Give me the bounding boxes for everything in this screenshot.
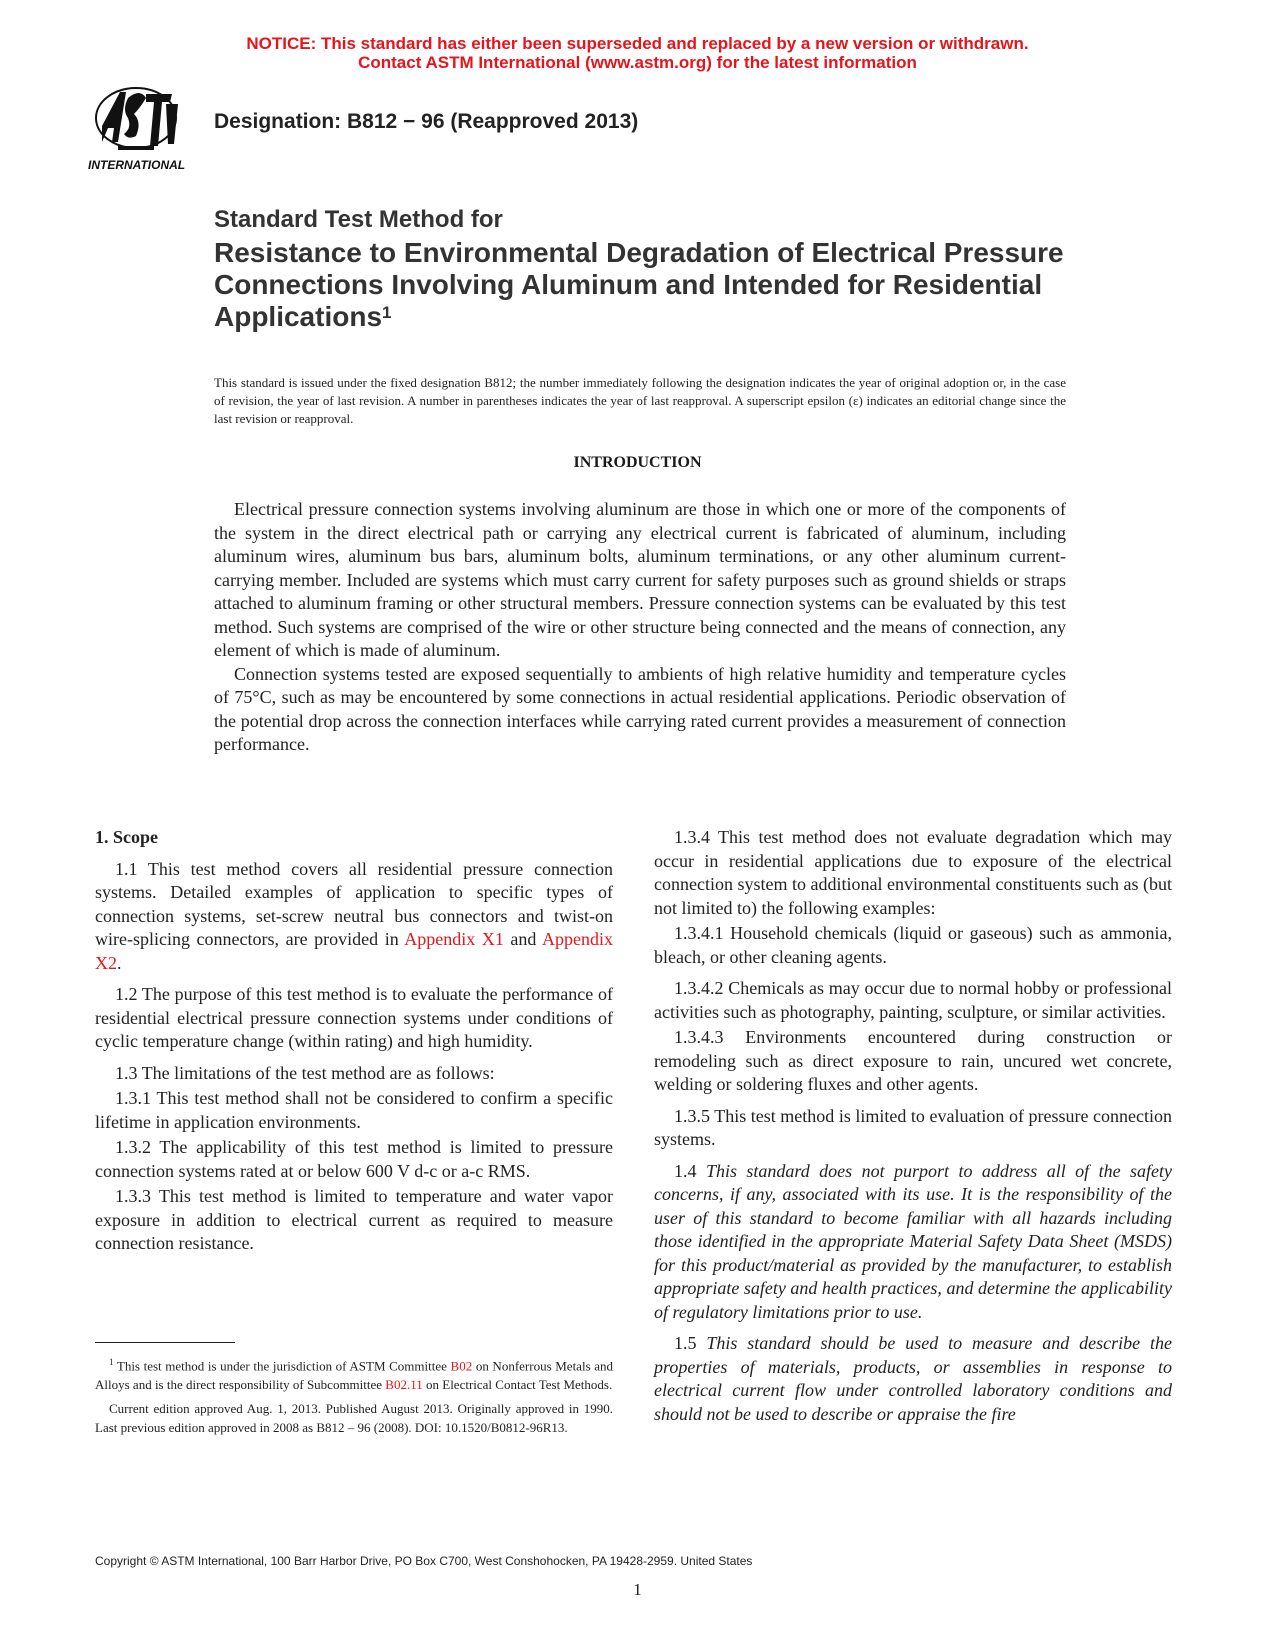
- paragraph-1-4-number: 1.4: [674, 1160, 706, 1181]
- paragraph-1-1: [95, 858, 613, 976]
- footnote-1-text-c: on Electrical Contact Test Methods.: [422, 1376, 613, 1392]
- paragraph-1-3-4: 1.3.4 This test method does not evaluate degradation which may occur in residential applications due to exposure of the electrical connection system to additional environmental constituents such as (but not limited to) the following examples:: [654, 827, 1172, 918]
- title-block: [214, 205, 1094, 333]
- introduction-heading: INTRODUCTION: [573, 454, 702, 471]
- paragraph-1-5-text: This standard should be used to measure and describe the properties of materials, products, or assemblies in response to electrical current flow under controlled laboratory conditions and should not be used to describe or appraise the fire: [654, 1333, 1173, 1424]
- footnote-1-mark: 1: [109, 1357, 114, 1367]
- paragraph-1-3-4-2: 1.3.4.2 Chemicals as may occur due to normal hobby or professional activities such as photography, painting, sculpture, or similar activities.: [654, 978, 1172, 1022]
- notice-line-2: Contact ASTM International (www.astm.org) for the latest information: [358, 53, 917, 72]
- astm-logo-icon: [88, 84, 198, 176]
- subcommittee-b02-11-link[interactable]: B02.11: [385, 1376, 423, 1392]
- footnote-1-text-a: This test method is under the jurisdiction of ASTM Committee: [113, 1358, 451, 1374]
- paragraph-1-3-4-3: 1.3.4.3 Environments encountered during construction or remodeling such as direct exposure to rain, uncured wet concrete, welding or soldering fluxes and other agents.: [654, 1027, 1172, 1094]
- title-footnote-mark: 1: [382, 303, 392, 322]
- section-heading-scope: 1. Scope: [95, 827, 158, 847]
- logo-international-text: INTERNATIONAL: [88, 158, 186, 172]
- withdrawal-notice: [0, 34, 1275, 72]
- footnote-1: [95, 1353, 613, 1394]
- appendix-x1-link[interactable]: Appendix X1: [404, 929, 504, 949]
- right-column: [654, 826, 1172, 1434]
- issuance-note: This standard is issued under the fixed designation B812; the number immediately following the designation indicates the year of original adoption or, in the case of revision, the year of last revision. A number in parentheses indicates the year of last reapproval. A superscript epsilon (ε) indicates an editorial change since the last revision or reapproval.: [214, 375, 1066, 426]
- footnote-1-text-b: on Nonferrous Metals and Alloys and is the direct responsibility of Subcommittee: [95, 1358, 614, 1392]
- introduction: [214, 498, 1066, 757]
- designation: Designation: B812 − 96 (Reapproved 2013): [214, 110, 639, 133]
- title-text: Resistance to Environmental Degradation of Electrical Pressure Connections Involving Aluminum and Intended for Residential Applications: [214, 237, 1064, 332]
- paragraph-1-3-5: 1.3.5 This test method is limited to evaluation of pressure connection systems.: [654, 1105, 1172, 1149]
- footnote-edition: Current edition approved Aug. 1, 2013. Published August 2013. Originally approved in 1990. Last previous edition approved in 2008 as B812 – 96 (2008). DOI: 10.1520/B0812-96R13.: [95, 1401, 613, 1435]
- committee-b02-link[interactable]: B02: [450, 1358, 473, 1374]
- paragraph-1-4-text: This standard does not purport to address all of the safety concerns, if any, associated with its use. It is the responsibility of the user of this standard to become familiar with all hazards including those identified in the appropriate Material Safety Data Sheet (MSDS) for this product/material as provided by the manufacturer, to establish appropriate safety and health practices, and determine the applicability of regulatory limitations prior to use.: [654, 1160, 1172, 1322]
- paragraph-1-5-number: 1.5: [674, 1333, 707, 1353]
- document-title: [214, 237, 1094, 333]
- left-column: [95, 826, 613, 1258]
- appendix-x2-link[interactable]: Appendix X2: [95, 929, 613, 973]
- paragraph-1-1-end: .: [117, 952, 122, 973]
- paragraph-1-3: 1.3 The limitations of the test method are as follows:: [115, 1062, 495, 1083]
- paragraph-1-3-1: 1.3.1 This test method shall not be considered to confirm a specific lifetime in application environments.: [95, 1088, 613, 1132]
- page-number: 1: [633, 1580, 642, 1599]
- paragraph-1-5: [654, 1332, 1172, 1426]
- paragraph-1-3-3: 1.3.3 This test method is limited to temperature and water vapor exposure in addition to electrical current as required to measure connection resistance.: [95, 1186, 613, 1253]
- paragraph-1-3-4-1: 1.3.4.1 Household chemicals (liquid or gaseous) such as ammonia, bleach, or other cleaning agents.: [654, 923, 1172, 967]
- title-prefix: Standard Test Method for: [214, 206, 503, 233]
- paragraph-1-1-and: and: [503, 929, 542, 949]
- paragraph-1-1-text: 1.1 This test method covers all residential pressure connection systems. Detailed examples of application to specific types of connection systems, set-screw neutral bus connectors and twist-on wire-splicing connectors, are provided in: [95, 858, 613, 949]
- paragraph-1-3-2: 1.3.2 The applicability of this test method is limited to pressure connection systems rated at or below 600 V d-c or a-c RMS.: [95, 1137, 613, 1181]
- intro-paragraph-1: Electrical pressure connection systems involving aluminum are those in which one or more of the components of the system in the direct electrical path or carrying any electrical current is fabricated of aluminum, including aluminum wires, aluminum bus bars, aluminum bolts, aluminum terminations, or any other aluminum current-carrying member. Included are systems which must carry current for safety purposes such as ground shields or straps attached to aluminum framing or other structural members. Pressure connection systems can be evaluated by this test method. Such systems are comprised of the wire or other structure being connected and the means of connection, any element of which is made of aluminum.: [214, 499, 1066, 660]
- intro-paragraph-2: Connection systems tested are exposed sequentially to ambients of high relative humidity and temperature cycles of 75°C, such as may be encountered by some connections in actual residential applications. Periodic observation of the potential drop across the connection interfaces while carrying rated current provides a measurement of connection performance.: [214, 663, 1066, 754]
- paragraph-1-2: 1.2 The purpose of this test method is to evaluate the performance of residential electrical pressure connection systems under conditions of cyclic temperature change (within rating) and high humidity.: [95, 984, 613, 1051]
- astm-international-logo: [88, 84, 198, 176]
- footnotes: [95, 1353, 613, 1443]
- notice-line-1: NOTICE: This standard has either been superseded and replaced by a new version or withdrawn.: [246, 34, 1029, 53]
- copyright: Copyright © ASTM International, 100 Barr Harbor Drive, PO Box C700, West Conshohocken, PA 19428-2959. United States: [95, 1554, 753, 1568]
- paragraph-1-4: [654, 1160, 1172, 1325]
- footnote-divider: [95, 1342, 235, 1343]
